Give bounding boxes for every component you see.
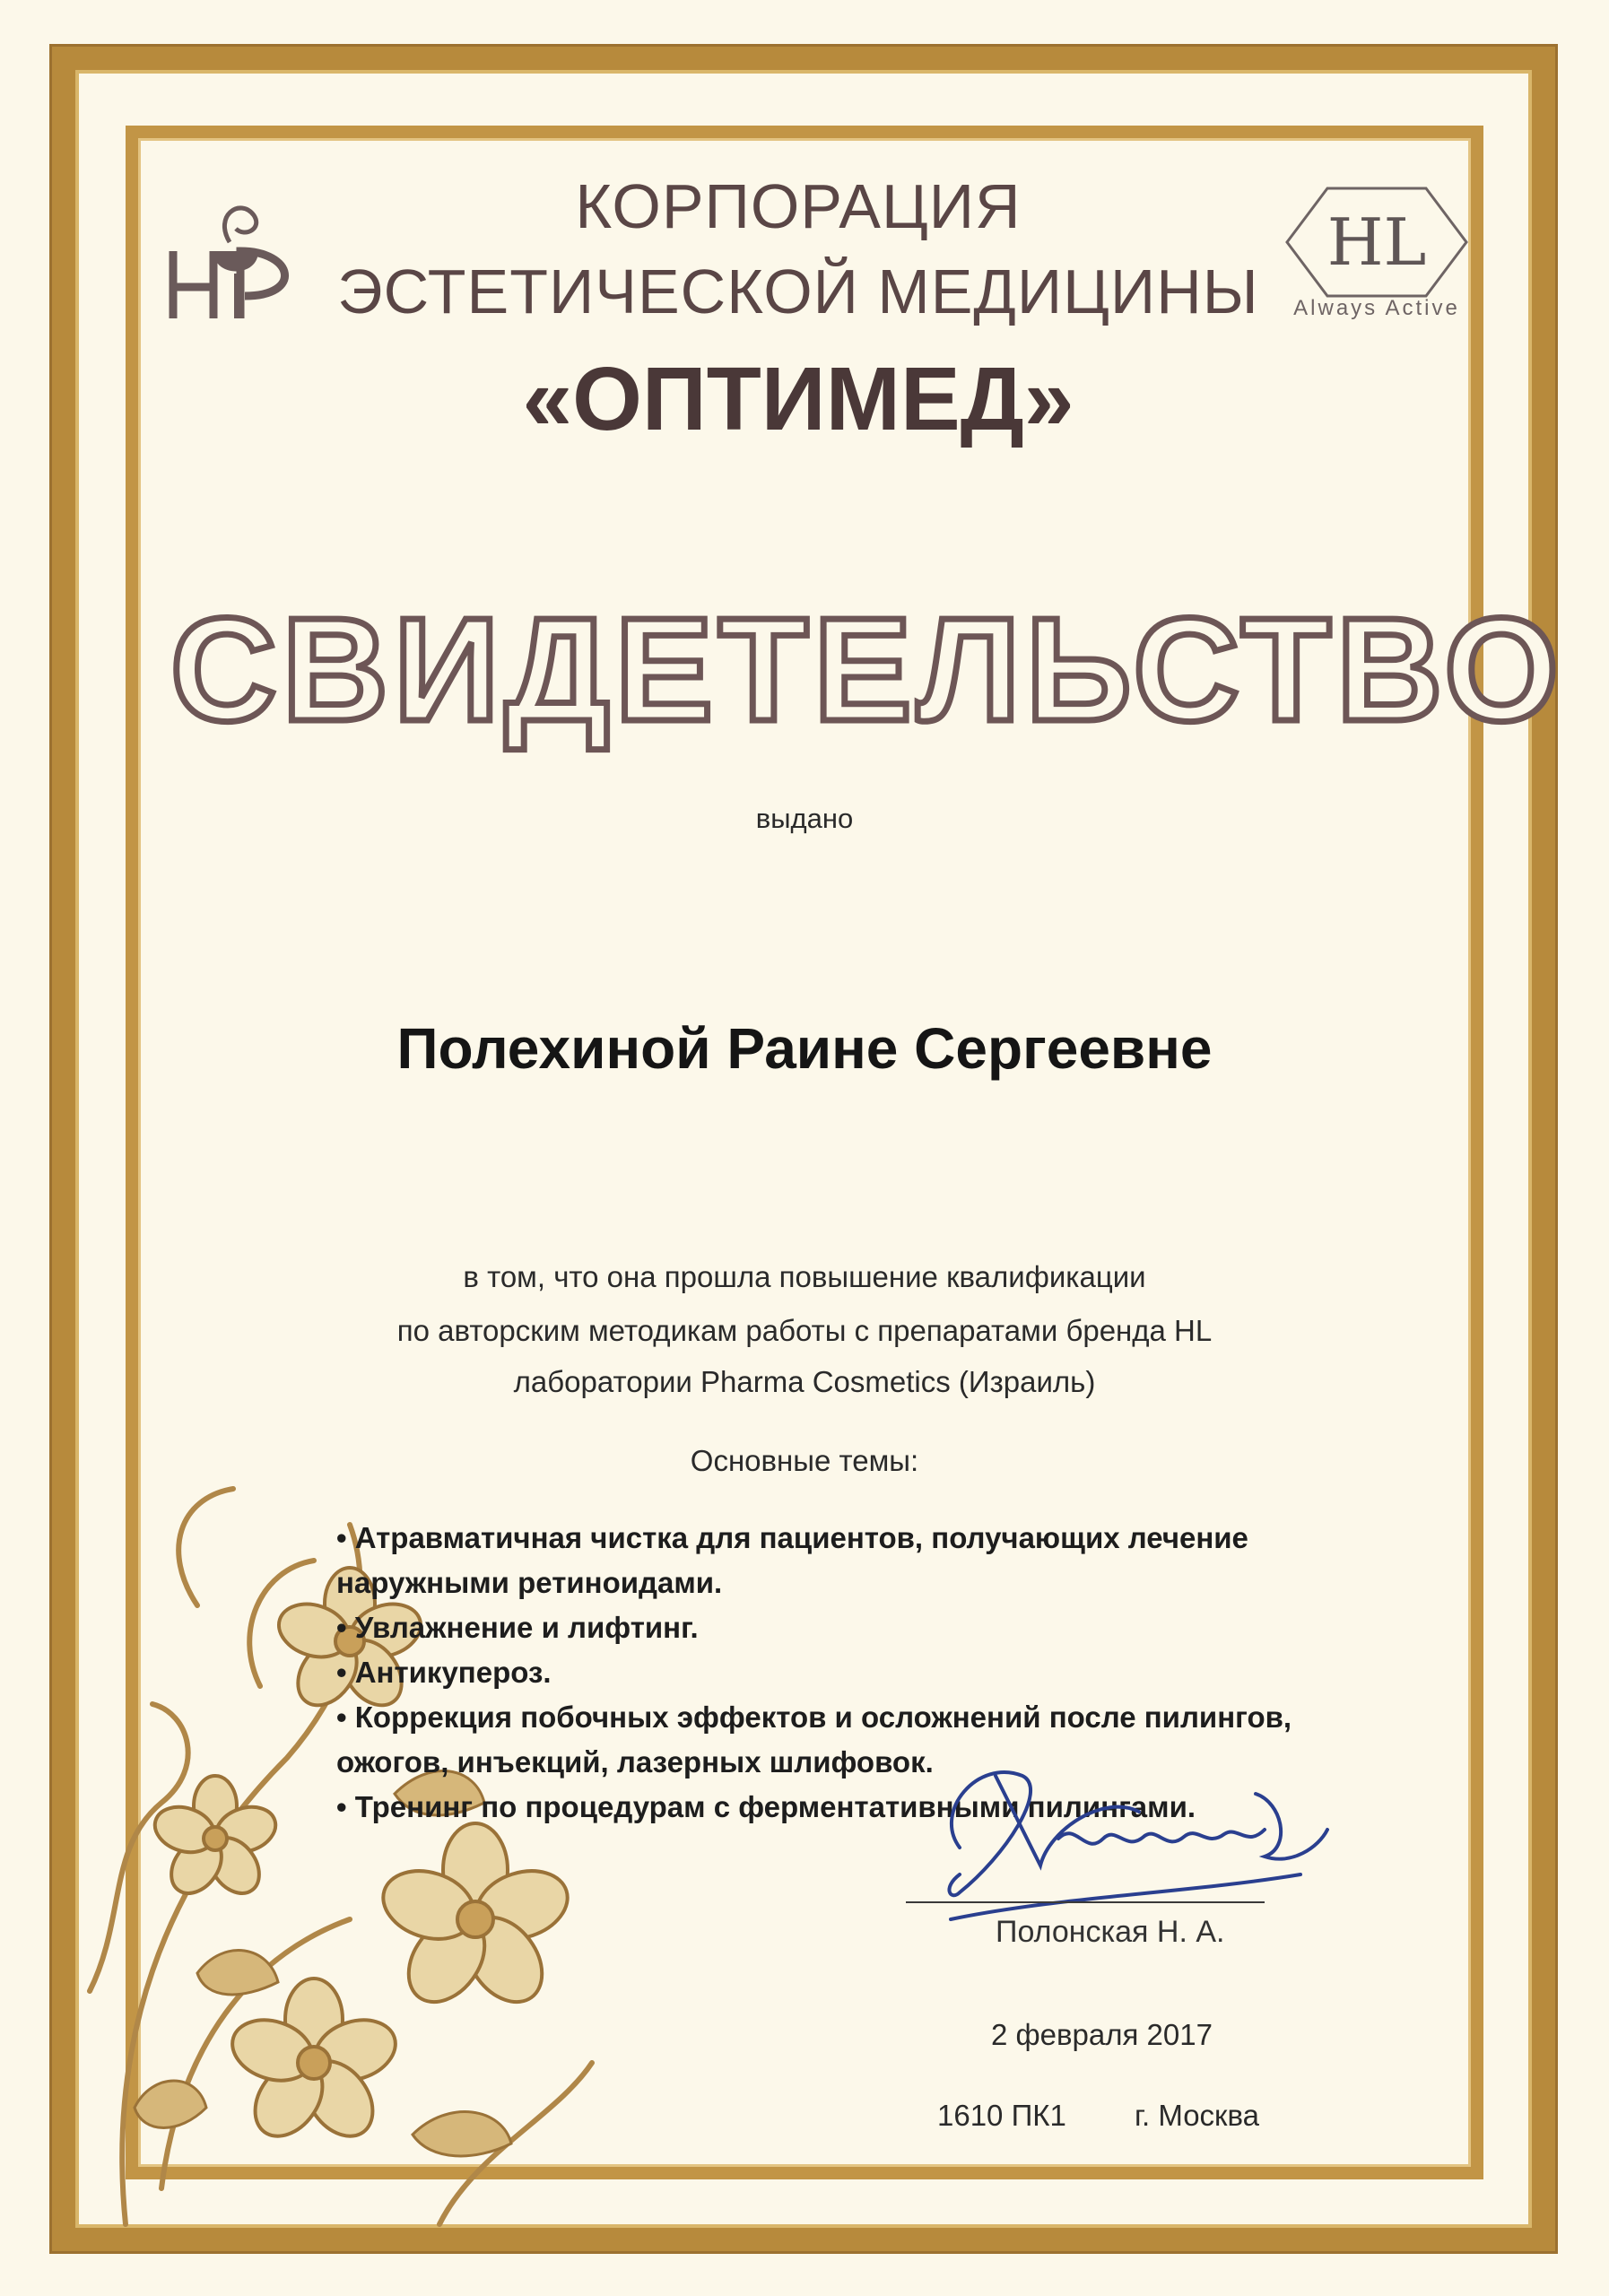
signer-name: Полонская Н. А. [996,1915,1225,1949]
topic-line: • Увлажнение и лифтинг. [336,1611,699,1644]
signature-line [906,1901,1265,1903]
registration-number: 1610 ПК1 [937,2099,1066,2132]
hl-tagline: Always Active [1293,296,1460,320]
corporation-line-1: КОРПОРАЦИЯ [575,171,1022,241]
issue-date: 2 февраля 2017 [991,2018,1213,2051]
issued-label: выдано [755,803,854,834]
certificate-title: СВИДЕТЕЛЬСТВО [170,587,1564,752]
topic-line: ожогов, инъекций, лазерных шлифовок. [336,1745,934,1779]
topic-line: • Коррекция побочных эффектов и осложнений после пилингов, [336,1700,1292,1734]
topic-line: • Тренинг по процедурам с ферментативными пилингами. [336,1790,1196,1823]
description-line-1: в том, что она прошла повышение квалификации [463,1260,1146,1293]
topics-label: Основные темы: [690,1444,919,1477]
corporation-name: «ОПТИМЕД» [522,349,1074,449]
topic-line: • Антикупероз. [336,1656,552,1689]
topic-line: наружными ретиноидами. [336,1566,723,1599]
description-line-2: по авторским методикам работы с препаратами бренда HL [396,1314,1213,1347]
topic-line: • Атравматичная чистка для пациентов, получающих лечение [336,1521,1248,1554]
description-line-3: лаборатории Pharma Cosmetics (Израиль) [513,1365,1096,1398]
issue-city: г. Москва [1135,2099,1260,2132]
recipient-name: Полехиной Раине Сергеевне [396,1016,1213,1081]
corporation-line-2: ЭСТЕТИЧЕСКОЙ МЕДИЦИНЫ [337,257,1259,326]
hl-logo-text: HL [1326,204,1427,280]
